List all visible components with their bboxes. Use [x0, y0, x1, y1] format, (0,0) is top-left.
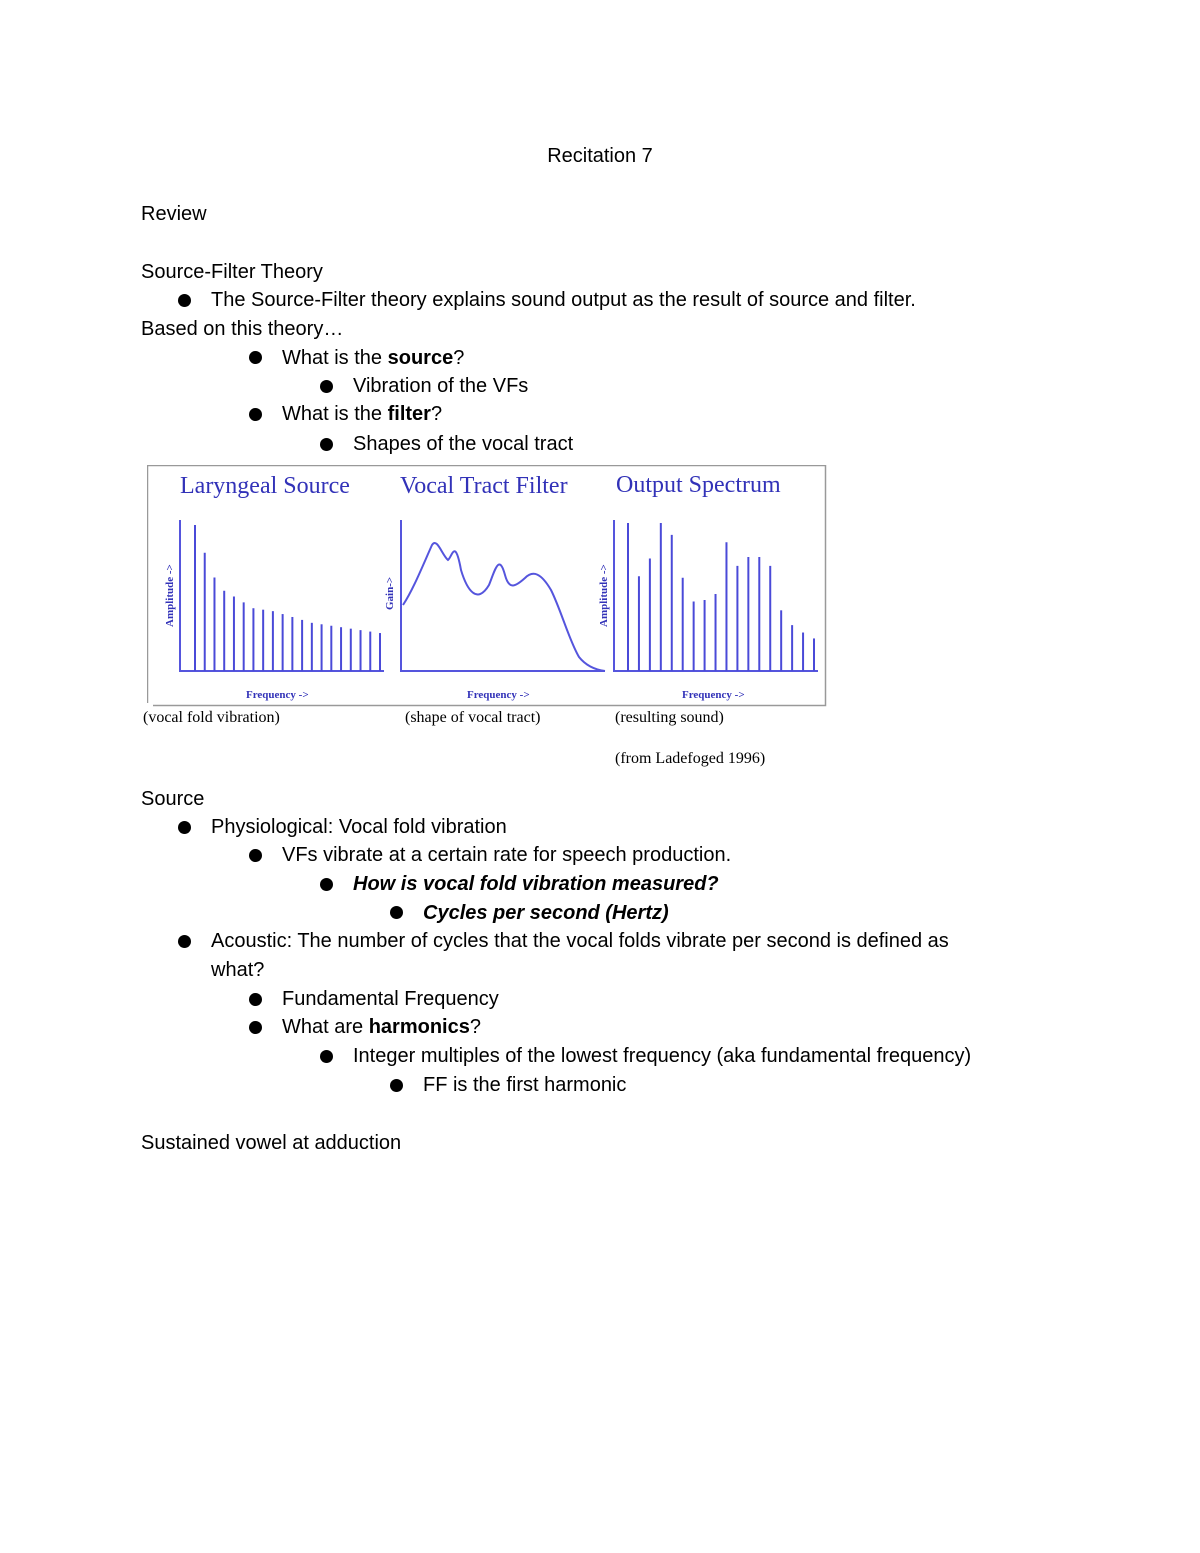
bullet-icon	[178, 821, 191, 834]
a-source: Vibration of the VFs	[353, 375, 529, 397]
physio-text: Physiological: Vocal fold vibration	[211, 816, 507, 838]
figure-source-note: (from Ladefoged 1996)	[615, 750, 766, 767]
figure-border	[148, 466, 826, 706]
bullet-icon	[178, 935, 191, 948]
ylabel-filter: Gain->	[384, 576, 396, 610]
panel-title-source: Laryngeal Source	[180, 473, 350, 499]
ylabel-output: Amplitude ->	[598, 564, 610, 627]
bullet-icon	[249, 993, 262, 1006]
bullet-icon	[320, 380, 333, 393]
xlabel-filter: Frequency ->	[467, 689, 530, 701]
based-on-text: Based on this theory…	[141, 318, 344, 340]
source-filter-heading: Source-Filter Theory	[141, 261, 323, 283]
figure-svg	[147, 465, 827, 707]
q-filter: What is the filter?	[282, 403, 443, 425]
harmonics-question: What are harmonics?	[282, 1016, 481, 1038]
bullet-icon	[249, 849, 262, 862]
caption-filter: (shape of vocal tract)	[405, 709, 541, 726]
q-source: What is the source?	[282, 347, 465, 369]
bullet-icon	[390, 906, 403, 919]
bullet-icon	[320, 1050, 333, 1063]
bullet-icon	[390, 1079, 403, 1092]
cycles-text: Cycles per second (Hertz)	[423, 902, 669, 924]
figure-border-gap	[147, 703, 153, 707]
source-heading: Source	[141, 788, 205, 810]
source-filter-figure	[147, 465, 827, 712]
sf-bullet-text: The Source-Filter theory explains sound output as the result of source and filter.	[211, 289, 916, 311]
review-heading: Review	[141, 203, 207, 225]
vf-rate-text: VFs vibrate at a certain rate for speech production.	[282, 844, 732, 866]
xlabel-source: Frequency ->	[246, 689, 309, 701]
integer-mult-text: Integer multiples of the lowest frequency (aka fundamental frequency)	[353, 1045, 972, 1067]
bullet-icon	[320, 438, 333, 451]
fund-freq-text: Fundamental Frequency	[282, 988, 499, 1010]
panel-title-filter: Vocal Tract Filter	[400, 473, 568, 499]
bullet-icon	[249, 408, 262, 421]
bullet-icon	[249, 1021, 262, 1034]
a-filter: Shapes of the vocal tract	[353, 433, 574, 455]
how-measured-text: How is vocal fold vibration measured?	[353, 873, 719, 895]
ylabel-source: Amplitude ->	[164, 564, 176, 627]
bullet-icon	[178, 294, 191, 307]
bullet-icon	[249, 351, 262, 364]
ff-first-text: FF is the first harmonic	[423, 1074, 627, 1096]
page-title: Recitation 7	[547, 145, 653, 167]
bullet-icon	[320, 878, 333, 891]
acoustic-text-line1: Acoustic: The number of cycles that the vocal folds vibrate per second is defined as	[211, 930, 949, 952]
caption-source: (vocal fold vibration)	[143, 709, 280, 726]
acoustic-text-line2: what?	[211, 959, 265, 981]
sustained-vowel-text: Sustained vowel at adduction	[141, 1132, 402, 1154]
panel-title-output: Output Spectrum	[616, 472, 781, 498]
xlabel-output: Frequency ->	[682, 689, 745, 701]
caption-output: (resulting sound)	[615, 709, 724, 726]
